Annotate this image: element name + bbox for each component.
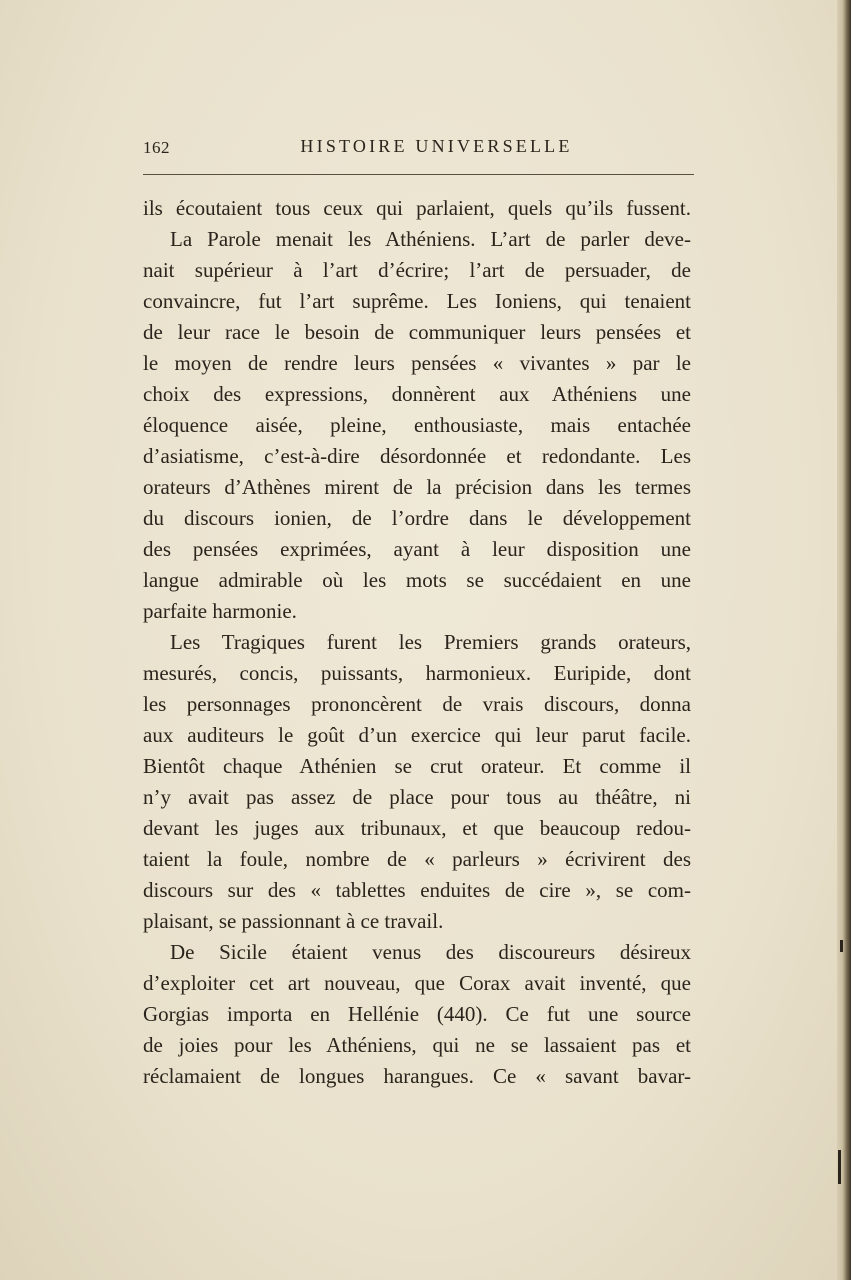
text-line: des pensées exprimées, ayant à leur disposition une — [143, 537, 691, 561]
margin-mark — [840, 940, 843, 952]
text-line: mesurés, concis, puissants, harmonieux. Euripide, dont — [143, 661, 691, 685]
text-line: orateurs d’Athènes mirent de la précision dans les termes — [143, 475, 691, 499]
text-line: Bientôt chaque Athénien se crut orateur. Et comme il — [143, 754, 691, 778]
text-line: aux auditeurs le goût d’un exercice qui leur parut facile. — [143, 723, 691, 747]
text-line: De Sicile étaient venus des discoureurs désireux — [170, 940, 691, 964]
text-line: langue admirable où les mots se succédaient en une — [143, 568, 691, 592]
header-rule — [143, 174, 694, 175]
text-line: d’exploiter cet art nouveau, que Corax avait inventé, que — [143, 971, 691, 995]
text-line: de leur race le besoin de communiquer leurs pensées et — [143, 320, 691, 344]
text-line: d’asiatisme, c’est-à-dire désordonnée et redondante. Les — [143, 444, 691, 468]
page-number: 162 — [143, 138, 170, 157]
text-line: du discours ionien, de l’ordre dans le développement — [143, 506, 691, 530]
text-line: ils écoutaient tous ceux qui parlaient, quels qu’ils fussent. — [143, 196, 691, 220]
page-edge-shadow — [837, 0, 851, 1280]
text-line: Gorgias importa en Hellénie (440). Ce fut une source — [143, 1002, 691, 1026]
text-line: La Parole menait les Athéniens. L’art de parler deve- — [170, 227, 691, 251]
running-title: HISTOIRE UNIVERSELLE — [300, 136, 573, 156]
text-line: convaincre, fut l’art suprême. Les Ioniens, qui tenaient — [143, 289, 691, 313]
running-head — [143, 136, 694, 162]
body-text — [143, 193, 691, 1092]
text-line: parfaite harmonie. — [143, 599, 297, 623]
text-line: de joies pour les Athéniens, qui ne se lassaient pas et — [143, 1033, 691, 1057]
text-line: Les Tragiques furent les Premiers grands orateurs, — [170, 630, 691, 654]
text-line: éloquence aisée, pleine, enthousiaste, mais entachée — [143, 413, 691, 437]
text-line: réclamaient de longues harangues. Ce « savant bavar- — [143, 1064, 691, 1088]
text-line: choix des expressions, donnèrent aux Athéniens une — [143, 382, 691, 406]
margin-mark — [838, 1150, 841, 1184]
text-line: le moyen de rendre leurs pensées « vivantes » par le — [143, 351, 691, 375]
text-line: taient la foule, nombre de « parleurs » écrivirent des — [143, 847, 691, 871]
text-line: plaisant, se passionnant à ce travail. — [143, 909, 444, 933]
text-line: devant les juges aux tribunaux, et que beaucoup redou- — [143, 816, 691, 840]
text-line: les personnages prononcèrent de vrais discours, donna — [143, 692, 691, 716]
text-line: discours sur des « tablettes enduites de cire », se com- — [143, 878, 691, 902]
text-line: nait supérieur à l’art d’écrire; l’art de persuader, de — [143, 258, 691, 282]
text-line: n’y avait pas assez de place pour tous au théâtre, ni — [143, 785, 691, 809]
